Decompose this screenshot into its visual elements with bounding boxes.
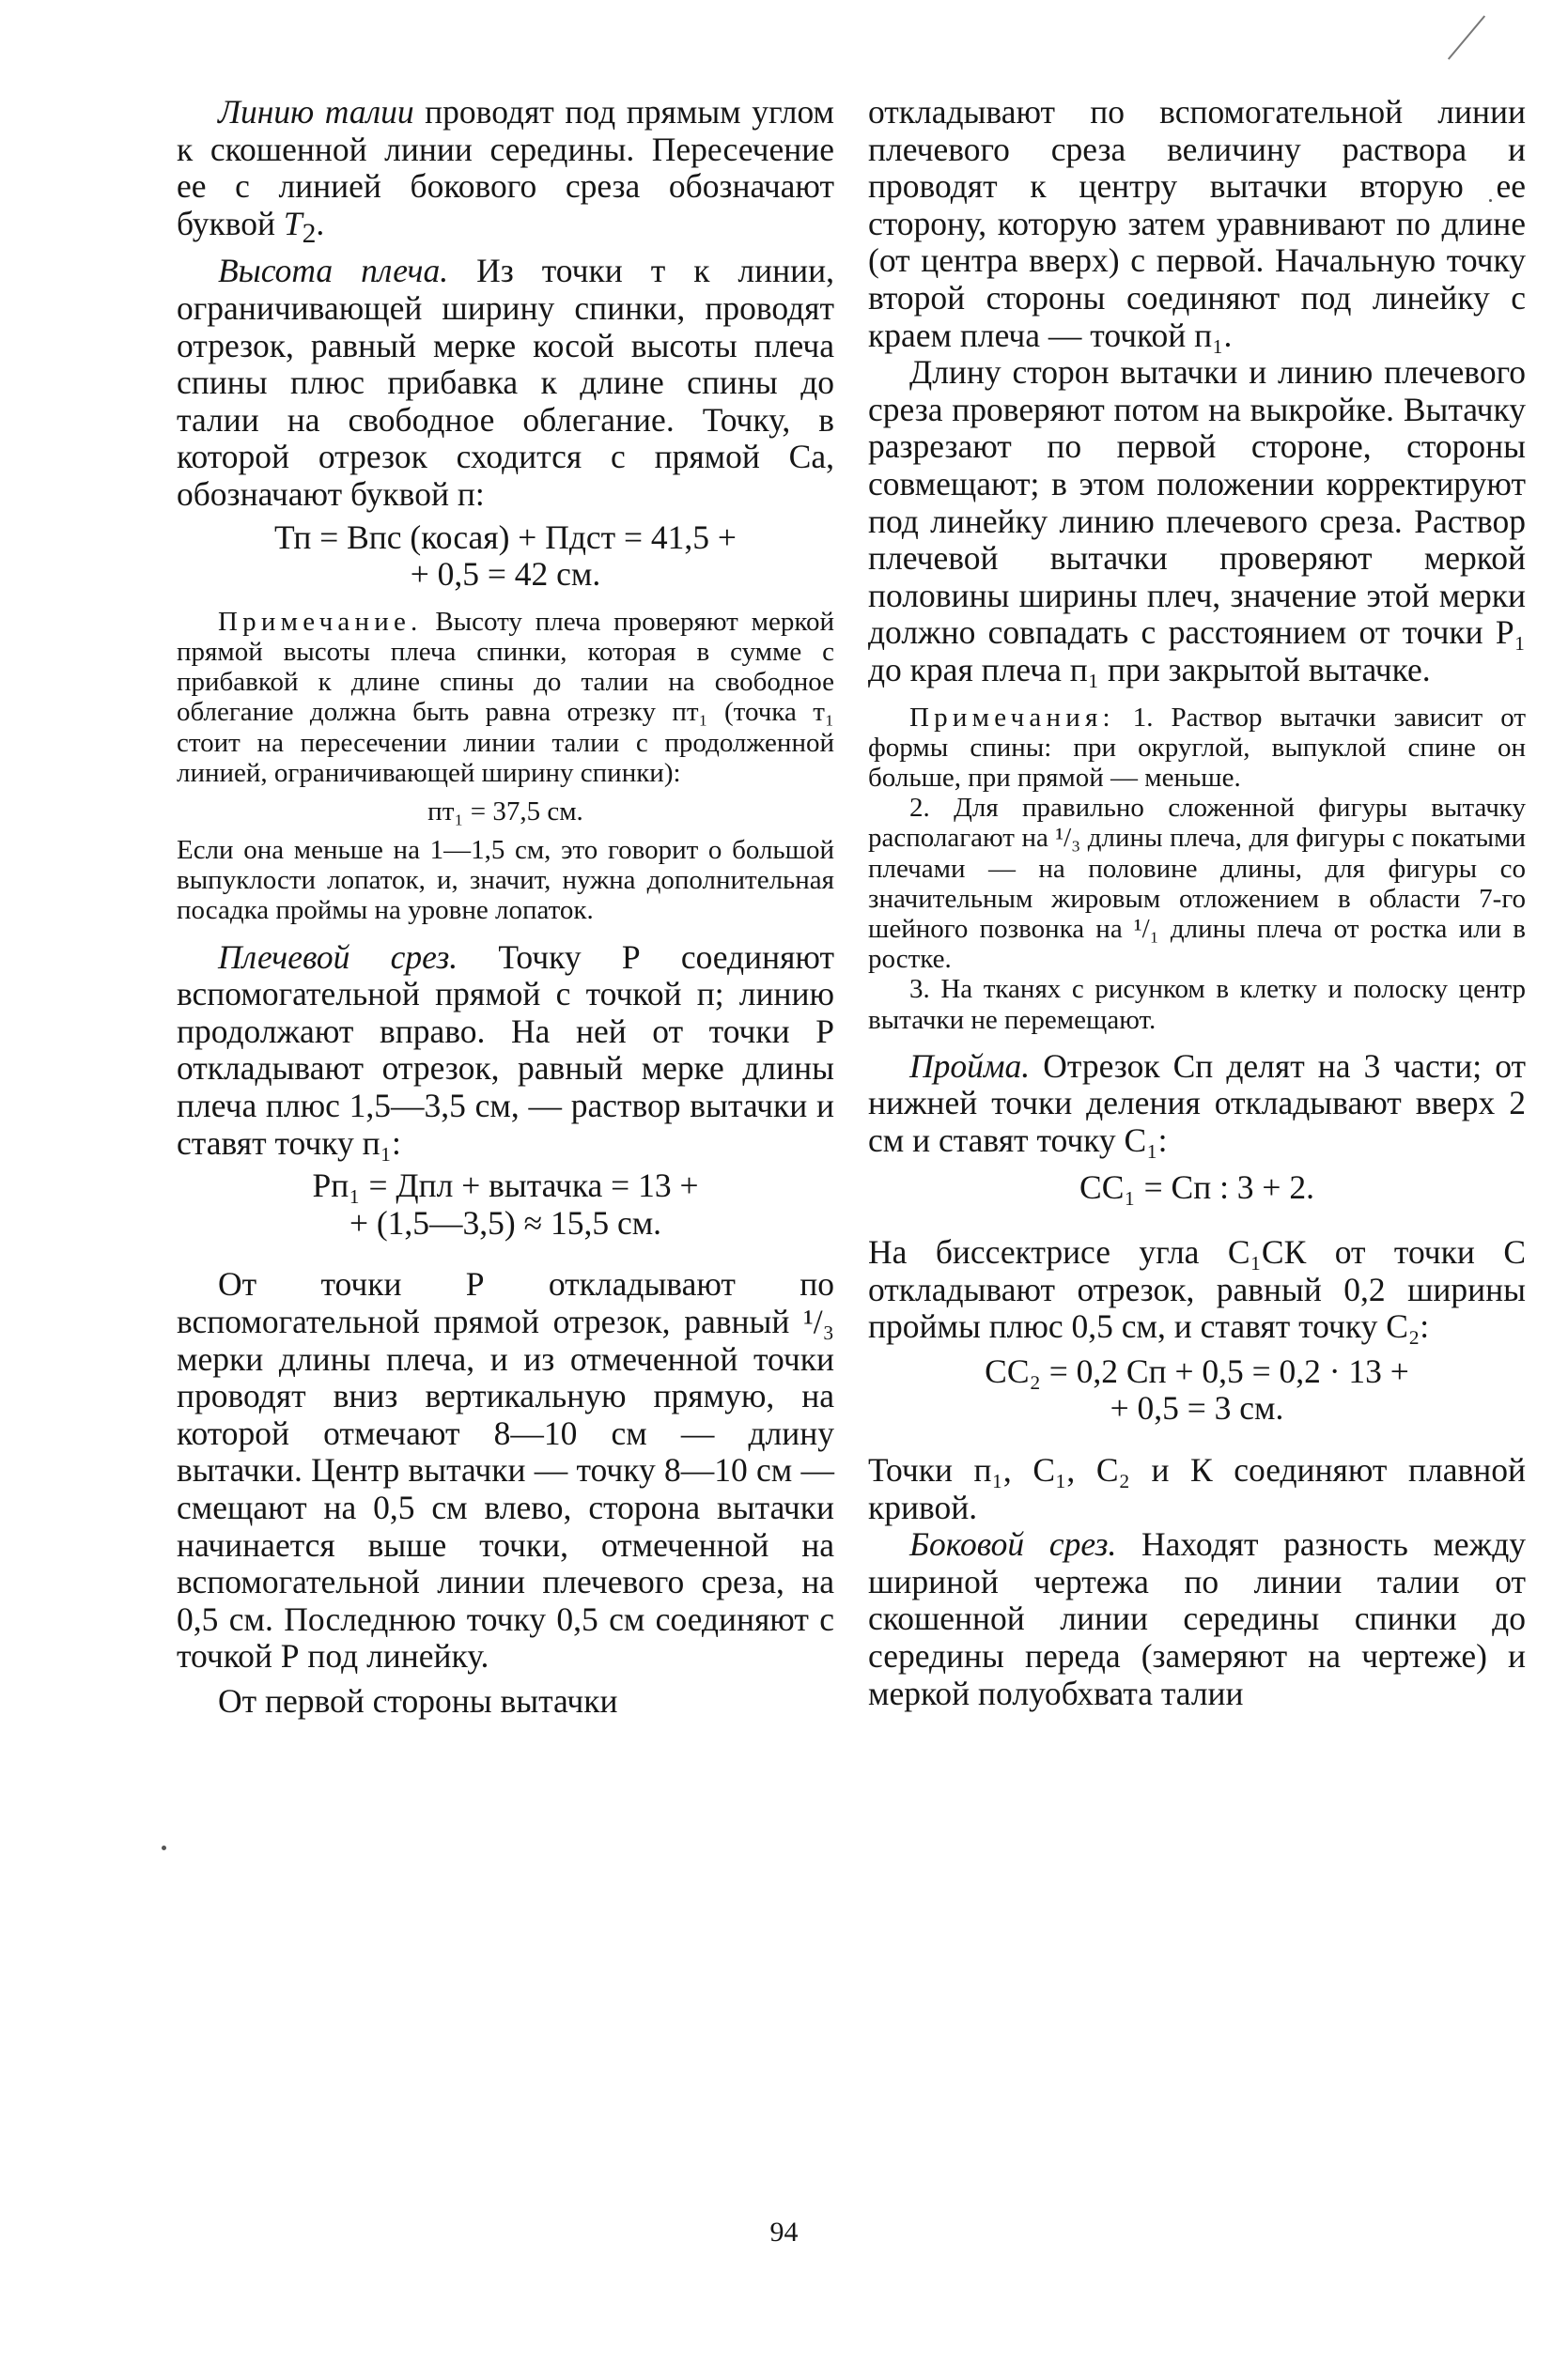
formula-armhole-2: СС₂ = 0,2 Сп + 0,5 = 0,2 · 13 + [985, 1352, 1409, 1390]
paragraph-shoulder-seam: Плечевой срез. Точку Р соединяют вспомогательной прямой с точкой п; линию продолжают вправо. На ней от точки Р откладывают отрезок, равный мерке длины плеча плюс 1,5—3,5 см, — раствор вытачки и ставят точку п₁: [177, 937, 835, 1162]
paragraph-dart-first-side: От первой стороны вытачки [218, 1681, 618, 1720]
paragraph-connect-points: Точки п₁, С₁, С₂ и К соединяют плавной кривой. [868, 1451, 1526, 1526]
right-column [868, 94, 1526, 1712]
scan-mark [1448, 15, 1485, 59]
scan-speck [162, 1846, 166, 1850]
note-shoulder-height-continued: Если она меньше на 1—1,5 см, это говорит о большой выпуклости лопаток, и, значит, нужна дополнительная посадка проймы на уровне лопаток. [177, 835, 834, 926]
note-patterned-fabric: 3. На тканях с рисунком в клетку и полоску центр вытачки не перемещают. [868, 974, 1526, 1035]
formula-shoulder-seam-1: Рп₁ = Дпл + вытачка = 13 + [312, 1167, 699, 1205]
note-shoulder-height: Примечание. Высоту плеча проверяют меркой прямой высоты плеча спинки, которая в сумме с прибавкой к длине спины до талии на свободное облегание должна быть равна отрезку пт₁ (точка т₁ стоит на пересечении линии талии с продолженной линией, ограничивающей ширину спинки): [177, 606, 835, 788]
paragraph-waist-line: Линию талии проводят под прямым углом к скошенной линии середины. Пересечение ее с линией бокового среза обозначают буквой $T_2$. [177, 93, 835, 249]
heading-shoulder-seam: Плечевой срез. [218, 937, 458, 976]
heading-armhole: Пройма. [909, 1046, 1031, 1085]
formula-shoulder-seam-2: + (1,5—3,5) ≈ 15,5 см. [349, 1203, 662, 1242]
paragraph-side-seam: Боковой срез. Находят разность между шириной чертежа по линии талии от скошенной линии середины спинки до середины переда (замеряют на чертеже) и меркой полуобхвата талии [868, 1525, 1527, 1712]
paragraph-bisector: На биссектрисе угла С₁СК от точки С откладывают отрезок, равный 0,2 ширины проймы плюс 0,5 см, и ставят точку С₂: [868, 1233, 1526, 1346]
heading-waist-line: Линию талии [218, 93, 414, 131]
formula-shoulder-height-1: Тп = Впс (косая) + Пдст = 41,5 + [274, 518, 737, 556]
heading-shoulder-height: Высота плеча. [218, 252, 449, 290]
notes-label: Примечания: [909, 702, 1115, 733]
formula-note-1: пт₁ = 37,5 см. [427, 796, 583, 827]
paragraph-dart-check: Длину сторон вытачки и линию плечевого среза проверяют потом на выкройке. Вытачку разрезают по первой стороне, стороны совмещают; в этом положении корректируют под линейку линию плечевого среза. Раствор плечевой вытачки проверяют меркой половины ширины плеч, значение этой мерки должно совпадать с расстоянием от точки Р₁ до края плеча п₁ при закрытой вытачке. [868, 353, 1526, 688]
note-label: Примечание. [218, 606, 423, 637]
paragraph-dart-continued: откладывают по вспомогательной линии плечевого среза величину раствора и проводят к центру вытачки вторую ее сторону, которую затем уравнивают по длине (от центра вверх) с первой. Начальную точку второй стороны соединяют под линейку с краем плеча — точкой п₁. [868, 93, 1526, 354]
formula-shoulder-height-2: + 0,5 = 42 см. [410, 555, 601, 594]
page-number: 94 [769, 2217, 799, 2248]
paragraph-armhole: Пройма. Отрезок Сп делят на 3 части; от нижней точки деления откладывают вверх 2 см и ставят точку С₁: [868, 1046, 1527, 1159]
left-column [177, 94, 834, 1721]
paragraph-dart: От точки Р откладывают по вспомогательной прямой отрезок, равный ¹/₃ мерки длины плеча, и из отмеченной точки проводят вниз вертикальную прямую, на которой отмечают 8—10 см — длину вытачки. Центр вытачки — точку 8—10 см — смещают на 0,5 см влево, сторона вытачки начинается выше точки, отмеченной на вспомогательной линии плечевого среза, на 0,5 см. Последнюю точку 0,5 см соединяют с точкой Р под линейку. [177, 1265, 834, 1676]
formula-armhole-1: СС₁ = Сп : 3 + 2. [1079, 1167, 1314, 1206]
note-dart-opening: Примечания: 1. Раствор вытачки зависит от формы спины: при округлой, выпуклой спине он больше, при прямой — меньше. [868, 702, 1526, 793]
paragraph-shoulder-height: Высота плеча. Из точки т к линии, ограничивающей ширину спинки, проводят отрезок, равный мерке косой высоты плеча спины плюс прибавка к длине спины до талии на свободное облегание. Точку, в которой отрезок сходится с прямой Са, обозначают буквой п: [177, 252, 835, 514]
heading-side-seam: Боковой срез. [909, 1525, 1117, 1564]
note-dart-position: 2. Для правильно сложенной фигуры вытачку располагают на ¹/₃ длины плеча, для фигуры с покатыми плечами — на половине длины, для фигуры со значительным жировым отложением в области 7-го шейного позвонка на ¹/₁ длины плеча от ростка или в ростке. [868, 793, 1526, 975]
formula-armhole-3: + 0,5 = 3 см. [1110, 1389, 1284, 1428]
